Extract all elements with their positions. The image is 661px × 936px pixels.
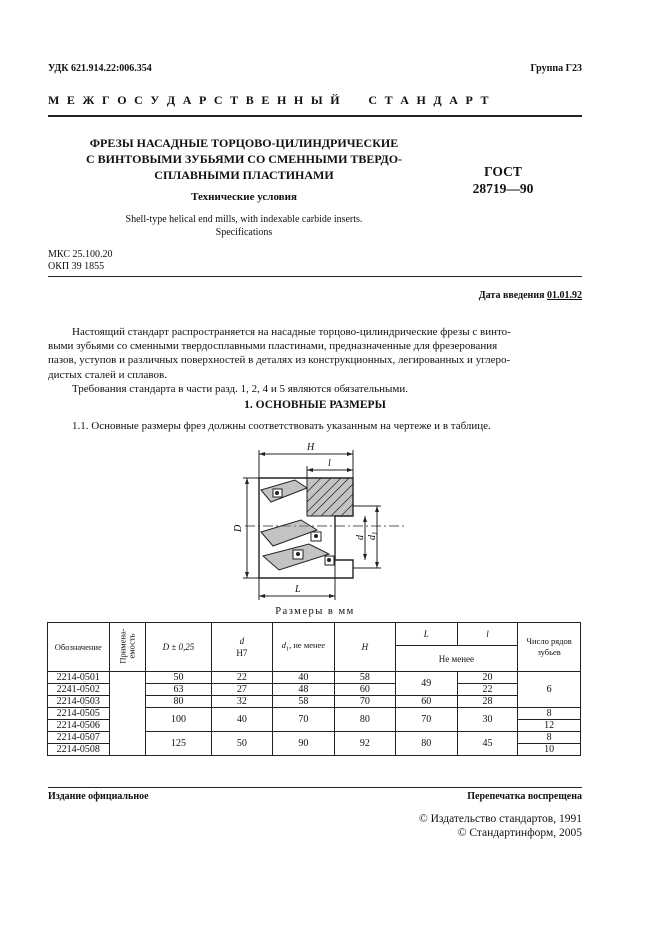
cell-H: 80 [335, 708, 395, 732]
cell-H: 60 [335, 684, 395, 696]
dimensions-table [47, 622, 581, 756]
intro-line-2: выми зубьями со сменными твердосплавными пластинами, предназначенные для фрезерования [48, 340, 498, 353]
cell-d1: 48 [272, 684, 335, 696]
header-D: D ± 0,25 [145, 623, 211, 672]
label-d1: $d_1$ [367, 531, 379, 540]
cell-code: 2214-0503 [48, 696, 110, 708]
header-d: d H7 [212, 623, 272, 672]
cell-l: 20 [457, 672, 517, 684]
gost-designation [468, 163, 538, 197]
title-line-1: ФРЕЗЫ НАСАДНЫЕ ТОРЦОВО-ЦИЛИНДРИЧЕСКИЕ [89, 136, 399, 150]
intro-line-3: пазов, уступов и различных поверхностей в деталях из конструкционных, легированных и углеро- [48, 354, 511, 367]
cell-L: 80 [395, 732, 457, 756]
header-min: Не менее [395, 646, 518, 672]
tooth-2 [261, 520, 317, 546]
mks-code: МКС 25.100.20 [48, 249, 113, 260]
label-L: L [295, 584, 301, 595]
cell-applicability [109, 672, 145, 756]
introduction-date-label: Дата введения [478, 290, 545, 301]
okp-code: ОКП 39 1855 [48, 261, 105, 272]
cell-L: 49 [395, 672, 457, 696]
document-title [48, 135, 440, 183]
cell-code: 2214-0505 [48, 708, 110, 720]
mandatory-paragraph: Требования стандарта в части разд. 1, 2, 4 и 5 являются обязательными. [72, 383, 408, 395]
copyright-block [419, 812, 582, 840]
header-rows-teeth: Число рядов зубьев [518, 623, 581, 672]
label-D: D [233, 524, 244, 532]
intro-line-1: Настоящий стандарт распространяется на насадные торцово-цилиндрические фрезы с винто- [72, 326, 511, 338]
english-title [48, 213, 440, 239]
cell-l: 45 [457, 732, 517, 756]
tooth-1 [261, 480, 307, 502]
clause-1-1: 1.1. Основные размеры фрез должны соответствовать указанным на чертеже и в таблице. [72, 420, 491, 432]
introduction-date-value: 01.01.92 [547, 290, 582, 301]
label-H: H [307, 442, 315, 453]
english-title-line-1: Shell-type helical end mills, with indexable carbide inserts. [125, 214, 363, 225]
cell-L: 60 [395, 696, 457, 708]
intro-line-4: дистых сталей и сплавов. [48, 368, 167, 381]
cell-rows-teeth: 10 [518, 744, 581, 756]
cell-D: 50 [145, 672, 211, 684]
copyright-2: © Стандартинформ, 2005 [457, 827, 582, 839]
banner-rule [48, 115, 582, 117]
official-edition: Издание официальное [48, 791, 149, 802]
title-line-3: СПЛАВНЫМИ ПЛАСТИНАМИ [154, 168, 334, 182]
cell-d: 22 [212, 672, 272, 684]
cell-code: 2214-0506 [48, 720, 110, 732]
cell-L: 70 [395, 708, 457, 732]
group-code: Группа Г23 [530, 63, 582, 74]
document-subtitle: Технические условия [191, 191, 297, 203]
header-applicability: Примена- емость [109, 623, 145, 672]
cell-rows-teeth: 8 [518, 708, 581, 720]
header-l: l [457, 623, 517, 646]
introduction-date [479, 290, 582, 301]
header-H: H [335, 623, 395, 672]
label-d: d [355, 535, 366, 540]
cell-l: 30 [457, 708, 517, 732]
cell-D: 63 [145, 684, 211, 696]
footer-rule [48, 787, 582, 788]
cell-d1: 40 [272, 672, 335, 684]
gost-number: 28719—90 [472, 181, 534, 196]
header-L: L [395, 623, 457, 646]
header-designation: Обозначение [48, 623, 110, 672]
cell-D: 80 [145, 696, 211, 708]
cell-code: 2241-0502 [48, 684, 110, 696]
table-row [48, 672, 581, 684]
cell-rows-teeth: 8 [518, 732, 581, 744]
cell-l: 28 [457, 696, 517, 708]
table-header-row-1 [48, 623, 581, 646]
cell-D: 100 [145, 708, 211, 732]
cell-d1: 58 [272, 696, 335, 708]
mill-drawing [225, 440, 415, 605]
label-l: l [328, 458, 331, 469]
cell-H: 58 [335, 672, 395, 684]
cell-d1: 70 [272, 708, 335, 732]
cell-code: 2214-0501 [48, 672, 110, 684]
cell-H: 92 [335, 732, 395, 756]
standard-banner: М Е Ж Г О С У Д А Р С Т В Е Н Н Ы Й С Т А Н Д А Р Т [48, 93, 491, 107]
udc-code: УДК 621.914.22:006.354 [48, 63, 152, 74]
cell-d: 27 [212, 684, 272, 696]
table-caption: Размеры в мм [275, 606, 355, 617]
classification-codes [48, 249, 112, 273]
cell-H: 70 [335, 696, 395, 708]
cell-code: 2214-0508 [48, 744, 110, 756]
cell-rows-teeth: 12 [518, 720, 581, 732]
english-title-line-2: Specifications [215, 227, 273, 238]
cell-d: 50 [212, 732, 272, 756]
cell-l: 22 [457, 684, 517, 696]
section-1-heading: 1. ОСНОВНЫЕ РАЗМЕРЫ [244, 399, 386, 411]
cell-rows-teeth: 6 [518, 672, 581, 708]
header-d1: $d_1$, не менее [272, 623, 335, 672]
cell-D: 125 [145, 732, 211, 756]
copyright-1: © Издательство стандартов, 1991 [418, 813, 582, 825]
cell-d1: 90 [272, 732, 335, 756]
cell-d: 32 [212, 696, 272, 708]
title-line-2: С ВИНТОВЫМИ ЗУБЬЯМИ СО СМЕННЫМИ ТВЕРДО- [85, 152, 403, 166]
codes-rule [48, 276, 582, 277]
cell-code: 2214-0507 [48, 732, 110, 744]
reprint-notice: Перепечатка воспрещена [467, 791, 582, 802]
intro-paragraph [48, 325, 581, 382]
gost-label: ГОСТ [484, 164, 522, 179]
cell-d: 40 [212, 708, 272, 732]
